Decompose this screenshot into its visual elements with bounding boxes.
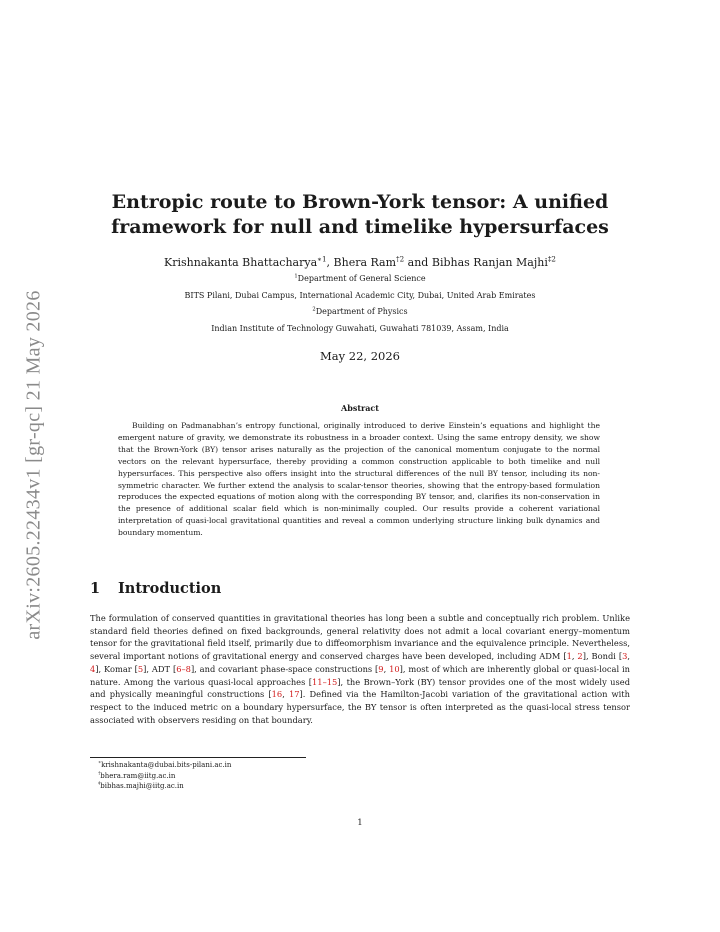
citation-link[interactable]: 4 <box>90 663 96 674</box>
author-separator: , <box>326 256 334 269</box>
footnote-email-1: ∗krishnakanta@dubai.bits-pilani.ac.in <box>98 760 232 769</box>
affiliation-1-name: $^1$Department of General Science <box>294 273 426 283</box>
author-1-mark: ∗1 <box>317 254 327 264</box>
introduction-paragraph: The formulation of conserved quantities in gravitational theories has long been a subtle and conceptually rich problem. Unlike standard field theories defined on fixed backgrounds, general relativity does not admit a local covariant energy–momentum tensor for the gravitational field itself, primarily due to diffeomorphism invariance and the equivalence principle. Nevertheless, several important notions of gravitational energy and conserved charges have been developed, including ADM [1, 2], Bondi [3, 4], Komar [5], ADT [6–8], and covariant phase-space constructions [9, 10], most of which are inherently global or quasi-local in nature. Among the various quasi-local approaches [11–15], the Brown–York (BY) tensor provides one of the most widely used and physically meaningful constructions [16, 17]. Defined via the Hamilton-Jacobi variation of the gravitational action with respect to the induced metric on a boundary hypersurface, the BY tensor is often interpreted as the quasi-local stress tensor associated with observers residing on that boundary. <box>90 613 631 725</box>
abstract-text: Building on Padmanabhan’s entropy functional, originally introduced to derive Einstein’s equations and highlight the emergent nature of gravity, we demonstrate its robustness in a broader context. Using the same entropy density, we show that the Brown-York (BY) tensor arises naturally as the projection of the canonical momentum conjugate to the normal vectors on the relevant hypersurface, thereby providing a common construction applicable to both timelike and null hypersurfaces. This perspective also offers insight into the structural differences of the null BY tensor, including its non-symmetric character. We further extend the analysis to scalar-tensor theories, showing that the entropy-based formulation reproduces the expected equations of motion along with the corresponding BY tensor, and, clarifies its non-conservation in the presence of additional scalar field which is non-minimally coupled. Our results provide a coherent variational interpretation of quasi-local gravitational quantities and reveal a common underlying structure linking bulk dynamics and boundary momentum. <box>118 421 600 538</box>
author-2-mark: †2 <box>396 254 405 264</box>
author-3: Bibhas Ranjan Majhi <box>431 256 548 269</box>
citation-link[interactable]: 16 <box>271 689 283 700</box>
citation-link[interactable]: 1 <box>566 651 572 662</box>
section-heading <box>90 580 221 597</box>
footnote-email-3: ‡bibhas.majhi@iitg.ac.in <box>98 781 184 791</box>
arxiv-identifier: arXiv:2605.22434v1 [gr-qc] 21 May 2026 <box>22 290 45 640</box>
citation-link[interactable]: 11–15 <box>312 676 338 687</box>
paper-date: May 22, 2026 <box>320 349 400 363</box>
affiliation-1-address: BITS Pilani, Dubai Campus, International Academic City, Dubai, United Arab Emirates <box>184 291 536 300</box>
affiliation-2-address: Indian Institute of Technology Guwahati, Guwahati 781039, Assam, India <box>211 324 509 333</box>
citation-link[interactable]: 2 <box>577 651 583 662</box>
author-2: Bhera Ram <box>333 256 397 269</box>
citation-link[interactable]: 10 <box>389 663 400 674</box>
citation-link[interactable]: 9 <box>378 663 384 674</box>
author-1: Krishnakanta Bhattacharya <box>164 256 318 269</box>
section-number: 1 <box>90 580 101 597</box>
page-number: 1 <box>357 818 363 828</box>
footnotes <box>98 760 231 792</box>
citation-link[interactable]: 6–8 <box>176 663 191 674</box>
author-3-mark: ‡2 <box>547 254 556 264</box>
footnote-email-2: †bhera.ram@iitg.ac.in <box>98 771 176 780</box>
footnote-divider <box>90 757 306 758</box>
citation-link[interactable]: 3 <box>622 651 628 662</box>
abstract-heading: Abstract <box>341 403 379 413</box>
title-line-1: Entropic route to Brown-York tensor: A unified <box>111 191 609 213</box>
author-separator: and <box>404 256 432 269</box>
author-list <box>90 256 630 269</box>
affiliation-2-name: $^2$Department of Physics <box>312 306 408 316</box>
paper-title <box>90 190 630 240</box>
title-line-2: framework for null and timelike hypersurfaces <box>111 216 609 238</box>
citation-link[interactable]: 5 <box>137 663 144 674</box>
section-title: Introduction <box>118 580 222 597</box>
citation-link[interactable]: 17 <box>288 689 300 700</box>
